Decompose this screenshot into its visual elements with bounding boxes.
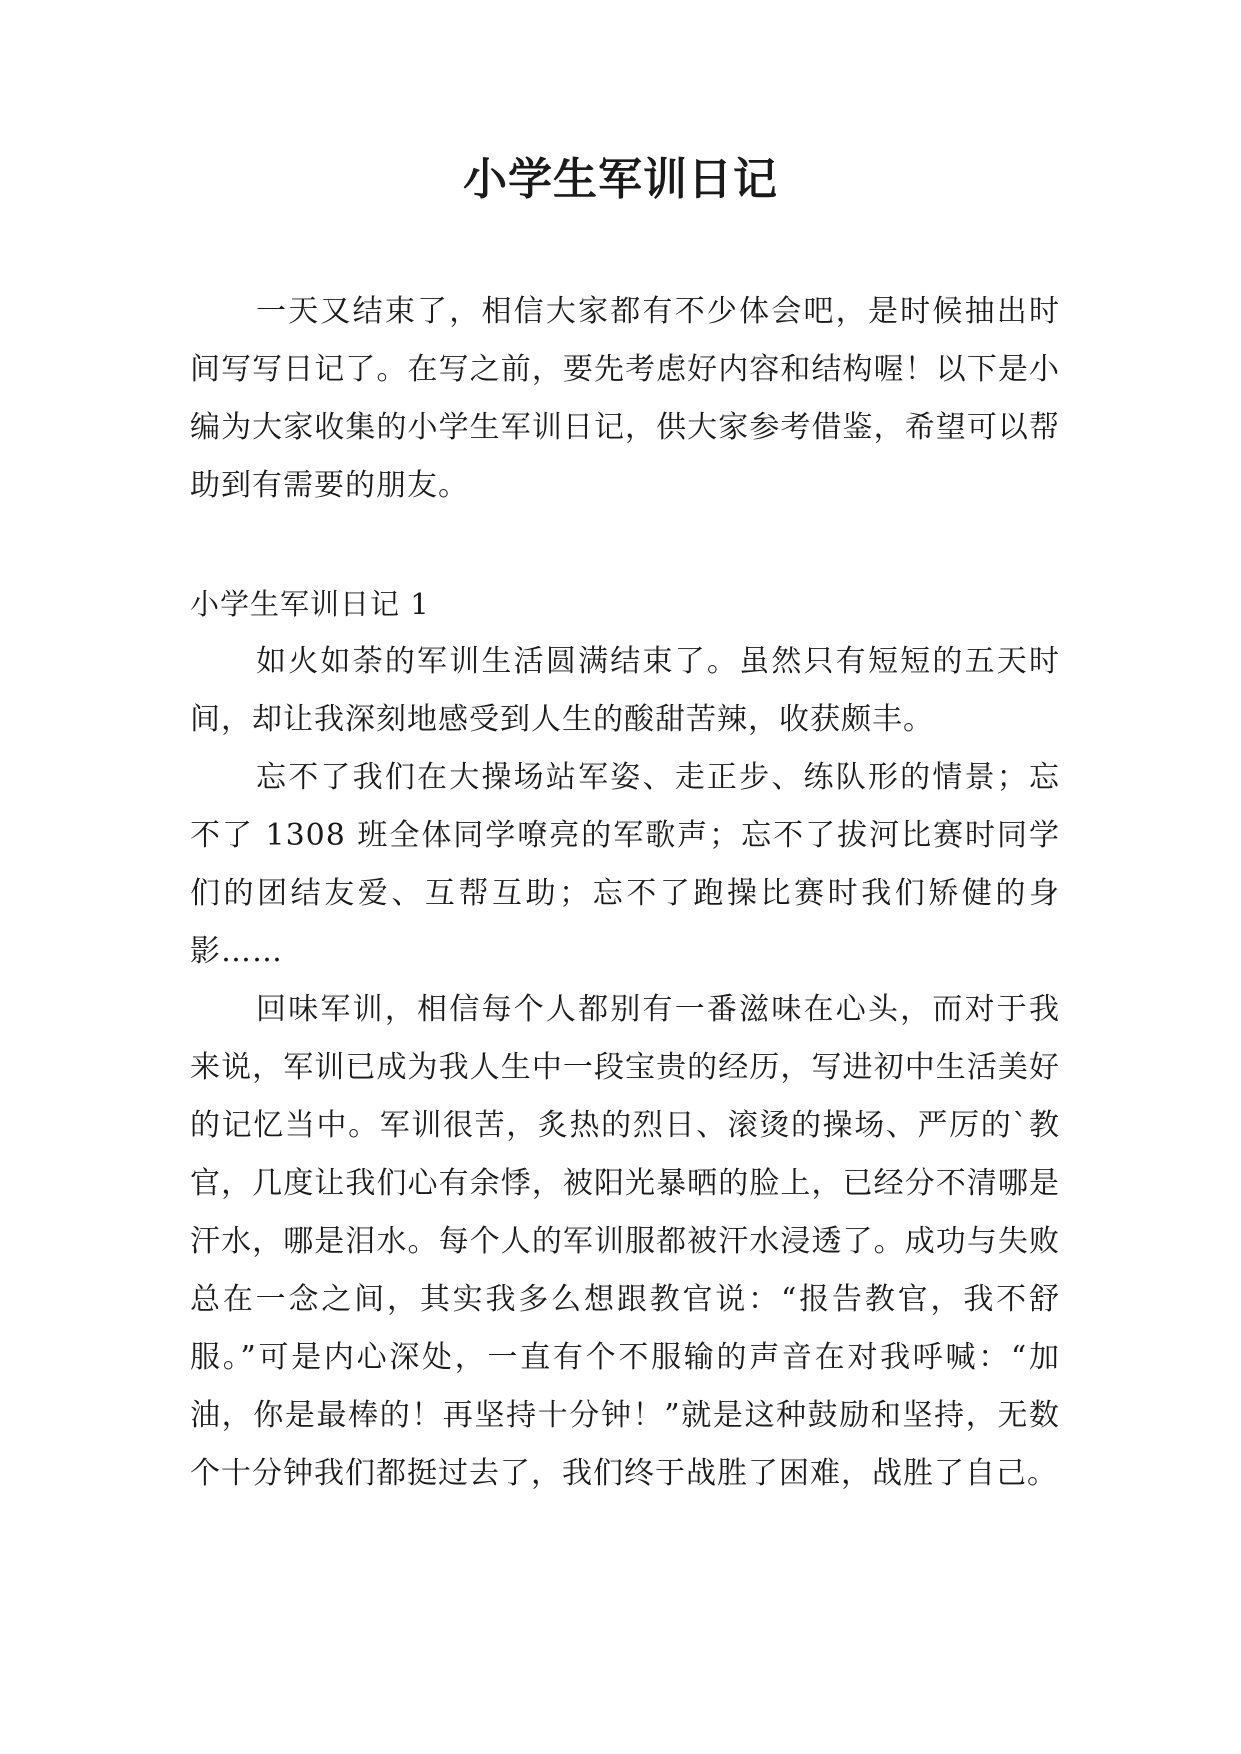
intro-paragraph: 一天又结束了，相信大家都有不少体会吧，是时候抽出时间写写日记了。在写之前，要先考虑好内容和结构喔！以下是小编为大家收集的小学生军训日记，供大家参考借鉴，希望可以帮助到有需要的朋友。 [190,294,1060,503]
document-body [190,283,1060,1503]
section-heading: 小学生军训日记 1 [190,587,430,621]
section-spacer [190,515,1060,575]
body-paragraph: 如火如荼的军训生活圆满结束了。虽然只有短短的五天时间，却让我深刻地感受到人生的酸甜苦辣，收获颇丰。 [190,644,1060,737]
body-paragraph: 回味军训，相信每个人都别有一番滋味在心头，而对于我来说，军训已成为我人生中一段宝贵的经历，写进初中生活美好的记忆当中。军训很苦，炙热的烈日、滚烫的操场、严厉的`教官，几度让我们心有余悸，被阳光暴晒的脸上，已经分不清哪是汗水，哪是泪水。每个人的军训服都被汗水浸透了。成功与失败总在一念之间，其实我多么想跟教官说：“报告教官，我不舒服。”可是内心深处，一直有个不服输的声音在对我呼喊：“加油，你是最棒的！再坚持十分钟！”就是这种鼓励和坚持，无数个十分钟我们都挺过去了，我们终于战胜了困难，战胜了自己。 [190,992,1060,1491]
body-paragraph: 忘不了我们在大操场站军姿、走正步、练队形的情景；忘不了 1308 班全体同学嘹亮的军歌声；忘不了拔河比赛时同学们的团结友爱、互帮互助；忘不了跑操比赛时我们矫健的身影…… [190,760,1060,969]
page-title: 小学生军训日记 [463,154,778,205]
